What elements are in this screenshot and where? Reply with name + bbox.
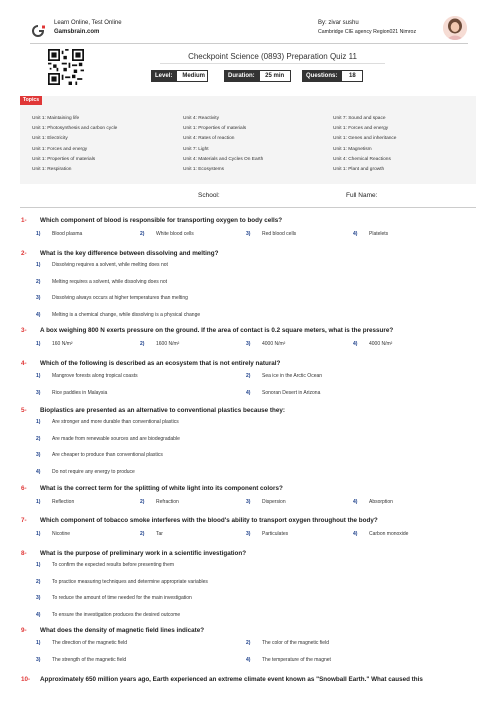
answer-option[interactable]: Particulates <box>262 531 289 537</box>
answer-option[interactable]: Are cheaper to produce than conventional plastics <box>52 452 163 458</box>
answer-option[interactable]: Red blood cells <box>262 231 297 237</box>
option-number: 3) <box>246 341 251 347</box>
option-number: 1) <box>36 640 41 646</box>
topics-tab: Topics <box>20 96 42 105</box>
gamsbrain-logo-icon <box>30 25 46 37</box>
answer-option[interactable]: To confirm the expected results before presenting them <box>52 562 175 568</box>
option-number: 2) <box>36 435 41 442</box>
option-number: 4) <box>353 499 358 505</box>
quiz-title: Checkpoint Science (0893) Preparation Quiz 11 <box>160 52 385 64</box>
question-number: 6- <box>21 485 27 492</box>
topic-item: Unit 1: Photosynthesis and carbon cycle <box>32 126 118 132</box>
answer-option[interactable]: Dissolving requires a solvent, while melting does not <box>52 262 168 268</box>
answer-option[interactable]: Refraction <box>156 499 179 505</box>
school-field-label: School: <box>198 192 220 199</box>
answer-option[interactable]: 160 N/m² <box>52 341 73 347</box>
questions-value: 18 <box>341 70 363 82</box>
topic-item: Unit 1: Properties of materials <box>183 126 247 132</box>
answer-option[interactable]: Rice paddies in Malaysia <box>52 390 108 396</box>
topic-item: Unit 4: Materials and Cycles On Earth <box>183 156 264 162</box>
answer-option[interactable]: 4000 N/m² <box>262 341 286 347</box>
answer-option[interactable]: Melting requires a solvent, while dissolving does not <box>52 278 168 285</box>
avatar-portrait-icon <box>443 16 467 40</box>
topics-panel <box>20 96 476 184</box>
answer-option[interactable]: To ensure the investigation produces the desired outcome <box>52 611 181 618</box>
avatar <box>443 16 467 40</box>
answer-option[interactable]: Mangrove forests along tropical coasts <box>52 373 138 379</box>
answer-option[interactable]: The temperature of the magnet <box>262 657 331 663</box>
question-text: What is the purpose of preliminary work in a scientific investigation? <box>40 550 247 557</box>
question-number: 1- <box>21 217 27 224</box>
question-number: 10- <box>21 676 31 683</box>
answer-option[interactable]: Tar <box>156 531 163 537</box>
option-number: 1) <box>36 562 41 568</box>
author-name: By: zivar sushu <box>318 20 359 26</box>
answer-option[interactable]: The color of the magnetic field <box>262 640 329 646</box>
option-number: 4) <box>353 231 358 237</box>
option-number: 2) <box>140 231 145 237</box>
answer-option[interactable]: The direction of the magnetic field <box>52 640 128 646</box>
option-number: 2) <box>140 341 145 347</box>
option-number: 3) <box>36 452 41 458</box>
answer-option[interactable]: Reflection <box>52 499 75 505</box>
option-number: 1) <box>36 499 41 505</box>
option-number: 4) <box>36 611 41 618</box>
topic-item: Unit 1: Forces and energy <box>32 146 88 152</box>
option-number: 4) <box>353 531 358 537</box>
option-number: 4) <box>246 657 251 663</box>
header-divider <box>30 43 468 44</box>
duration-meta <box>224 70 291 82</box>
option-number: 4) <box>36 311 41 318</box>
topic-item: Unit 1: Ecosystems <box>183 167 225 172</box>
question-text: What is the key difference between dissolving and melting? <box>40 250 219 257</box>
option-number: 1) <box>36 531 41 537</box>
question-number: 5- <box>21 407 27 414</box>
option-number: 1) <box>36 419 41 425</box>
option-number: 3) <box>36 657 41 663</box>
questions-label: Questions: <box>302 70 341 82</box>
option-number: 1) <box>36 231 41 237</box>
duration-value: 25 min <box>259 70 291 82</box>
level-meta <box>151 70 208 82</box>
site-tagline: Learn Online, Test Online <box>54 20 122 26</box>
option-number: 4) <box>36 468 41 475</box>
topic-item: Unit 4: Chemical Reactions <box>333 156 391 162</box>
qr-code-icon[interactable] <box>48 49 84 85</box>
answer-option[interactable]: Blood plasma <box>52 231 83 237</box>
section-divider <box>20 207 476 208</box>
answer-option[interactable]: Sea ice in the Arctic Ocean <box>262 373 323 379</box>
full-name-field-label: Full Name: <box>346 192 378 199</box>
topic-item: Unit 1: Plant and growth <box>333 167 385 172</box>
level-value: Medium <box>176 70 208 82</box>
answer-option[interactable]: Melting is a chemical change, while dissolving is a physical change <box>52 311 201 318</box>
question-number: 9- <box>21 627 27 634</box>
topic-item: Unit 4: Reactivity <box>183 116 219 121</box>
question-text: Which component of tobacco smoke interferes with the blood's ability to transport oxygen throughout the body? <box>40 517 378 524</box>
topic-item: Unit 7: Light <box>183 146 209 152</box>
answer-option[interactable]: Dissolving always occurs at higher temperatures than melting <box>52 295 188 301</box>
option-number: 3) <box>246 499 251 505</box>
answer-option[interactable]: To practice measuring techniques and determine appropriate variables <box>52 578 208 585</box>
question-text: What does the density of magnetic field lines indicate? <box>40 627 205 634</box>
option-number: 2) <box>36 278 41 285</box>
level-label: Level: <box>151 70 176 82</box>
option-number: 2) <box>246 640 251 646</box>
answer-option[interactable]: White blood cells <box>156 231 194 237</box>
answer-option[interactable]: 4000 N/m² <box>369 341 393 347</box>
answer-option[interactable]: Absorption <box>369 499 393 505</box>
topic-item: Unit 1: Forces and energy <box>333 126 389 132</box>
answer-option[interactable]: To reduce the amount of time needed for the main investigation <box>52 595 192 601</box>
option-number: 4) <box>246 390 251 396</box>
option-number: 3) <box>36 390 41 396</box>
question-number: 3- <box>21 327 27 334</box>
topic-item: Unit 1: Genes and inheritance <box>333 136 397 142</box>
option-number: 3) <box>36 595 41 601</box>
option-number: 3) <box>246 231 251 237</box>
duration-label: Duration: <box>224 70 259 82</box>
author-agency: Cambridge CIE agency Region021 Nimroz <box>318 29 417 35</box>
option-number: 1) <box>36 262 41 268</box>
topic-item: Unit 1: Magnetism <box>333 146 372 152</box>
answer-option[interactable]: Do not require any energy to produce <box>52 468 135 475</box>
answer-option[interactable]: The strength of the magnetic field <box>52 657 127 663</box>
site-name[interactable]: Gamsbrain.com <box>54 29 100 35</box>
option-number: 4) <box>353 341 358 347</box>
topic-item: Unit 1: Electricity <box>32 136 68 142</box>
topic-item: Unit 1: Properties of materials <box>32 156 96 162</box>
option-number: 1) <box>36 373 41 379</box>
option-number: 3) <box>246 531 251 537</box>
topic-item: Unit 7: Sound and space <box>333 116 386 121</box>
question-number: 7- <box>21 517 27 524</box>
page-header <box>0 0 496 46</box>
option-number: 3) <box>36 295 41 301</box>
answer-option[interactable]: Are stronger and more durable than conventional plastics <box>52 419 179 425</box>
topic-item: Unit 4: Rates of reaction <box>183 136 235 142</box>
option-number: 2) <box>140 531 145 537</box>
answer-option[interactable]: Carbon monoxide <box>369 531 409 537</box>
answer-option[interactable]: 1600 N/m² <box>156 341 180 347</box>
topic-item: Unit 1: Maintaining life <box>32 116 80 121</box>
answer-option[interactable]: Are made from renewable sources and are biodegradable <box>52 435 180 442</box>
answer-option[interactable]: Dispersion <box>262 499 286 505</box>
answer-option[interactable]: Platelets <box>369 231 389 237</box>
option-number: 1) <box>36 341 41 347</box>
question-text: What is the correct term for the splitting of white light into its component colors? <box>40 485 283 492</box>
option-number: 2) <box>36 578 41 585</box>
question-number: 8- <box>21 550 27 557</box>
question-text: Which component of blood is responsible for transporting oxygen to body cells? <box>40 217 283 224</box>
option-number: 2) <box>246 373 251 379</box>
answer-option[interactable]: Nicotine <box>52 531 71 537</box>
topic-item: Unit 1: Respiration <box>32 167 72 172</box>
question-number: 2- <box>21 250 27 257</box>
question-text: Bioplastics are presented as an alternative to conventional plastics because they: <box>40 407 285 414</box>
option-number: 2) <box>140 499 145 505</box>
answer-option[interactable]: Sonoran Desert in Arizona <box>262 390 321 396</box>
questions-meta <box>302 70 363 82</box>
question-text: Which of the following is described as an ecosystem that is not entirely natural? <box>40 360 281 367</box>
question-text: Approximately 650 million years ago, Earth experienced an extreme climate event known as "Snowball Earth." What caused this <box>40 676 423 683</box>
question-number: 4- <box>21 360 27 367</box>
question-text: A box weighing 800 N exerts pressure on the ground. If the area of contact is 0.2 square meters, what is the pressure? <box>40 327 394 334</box>
